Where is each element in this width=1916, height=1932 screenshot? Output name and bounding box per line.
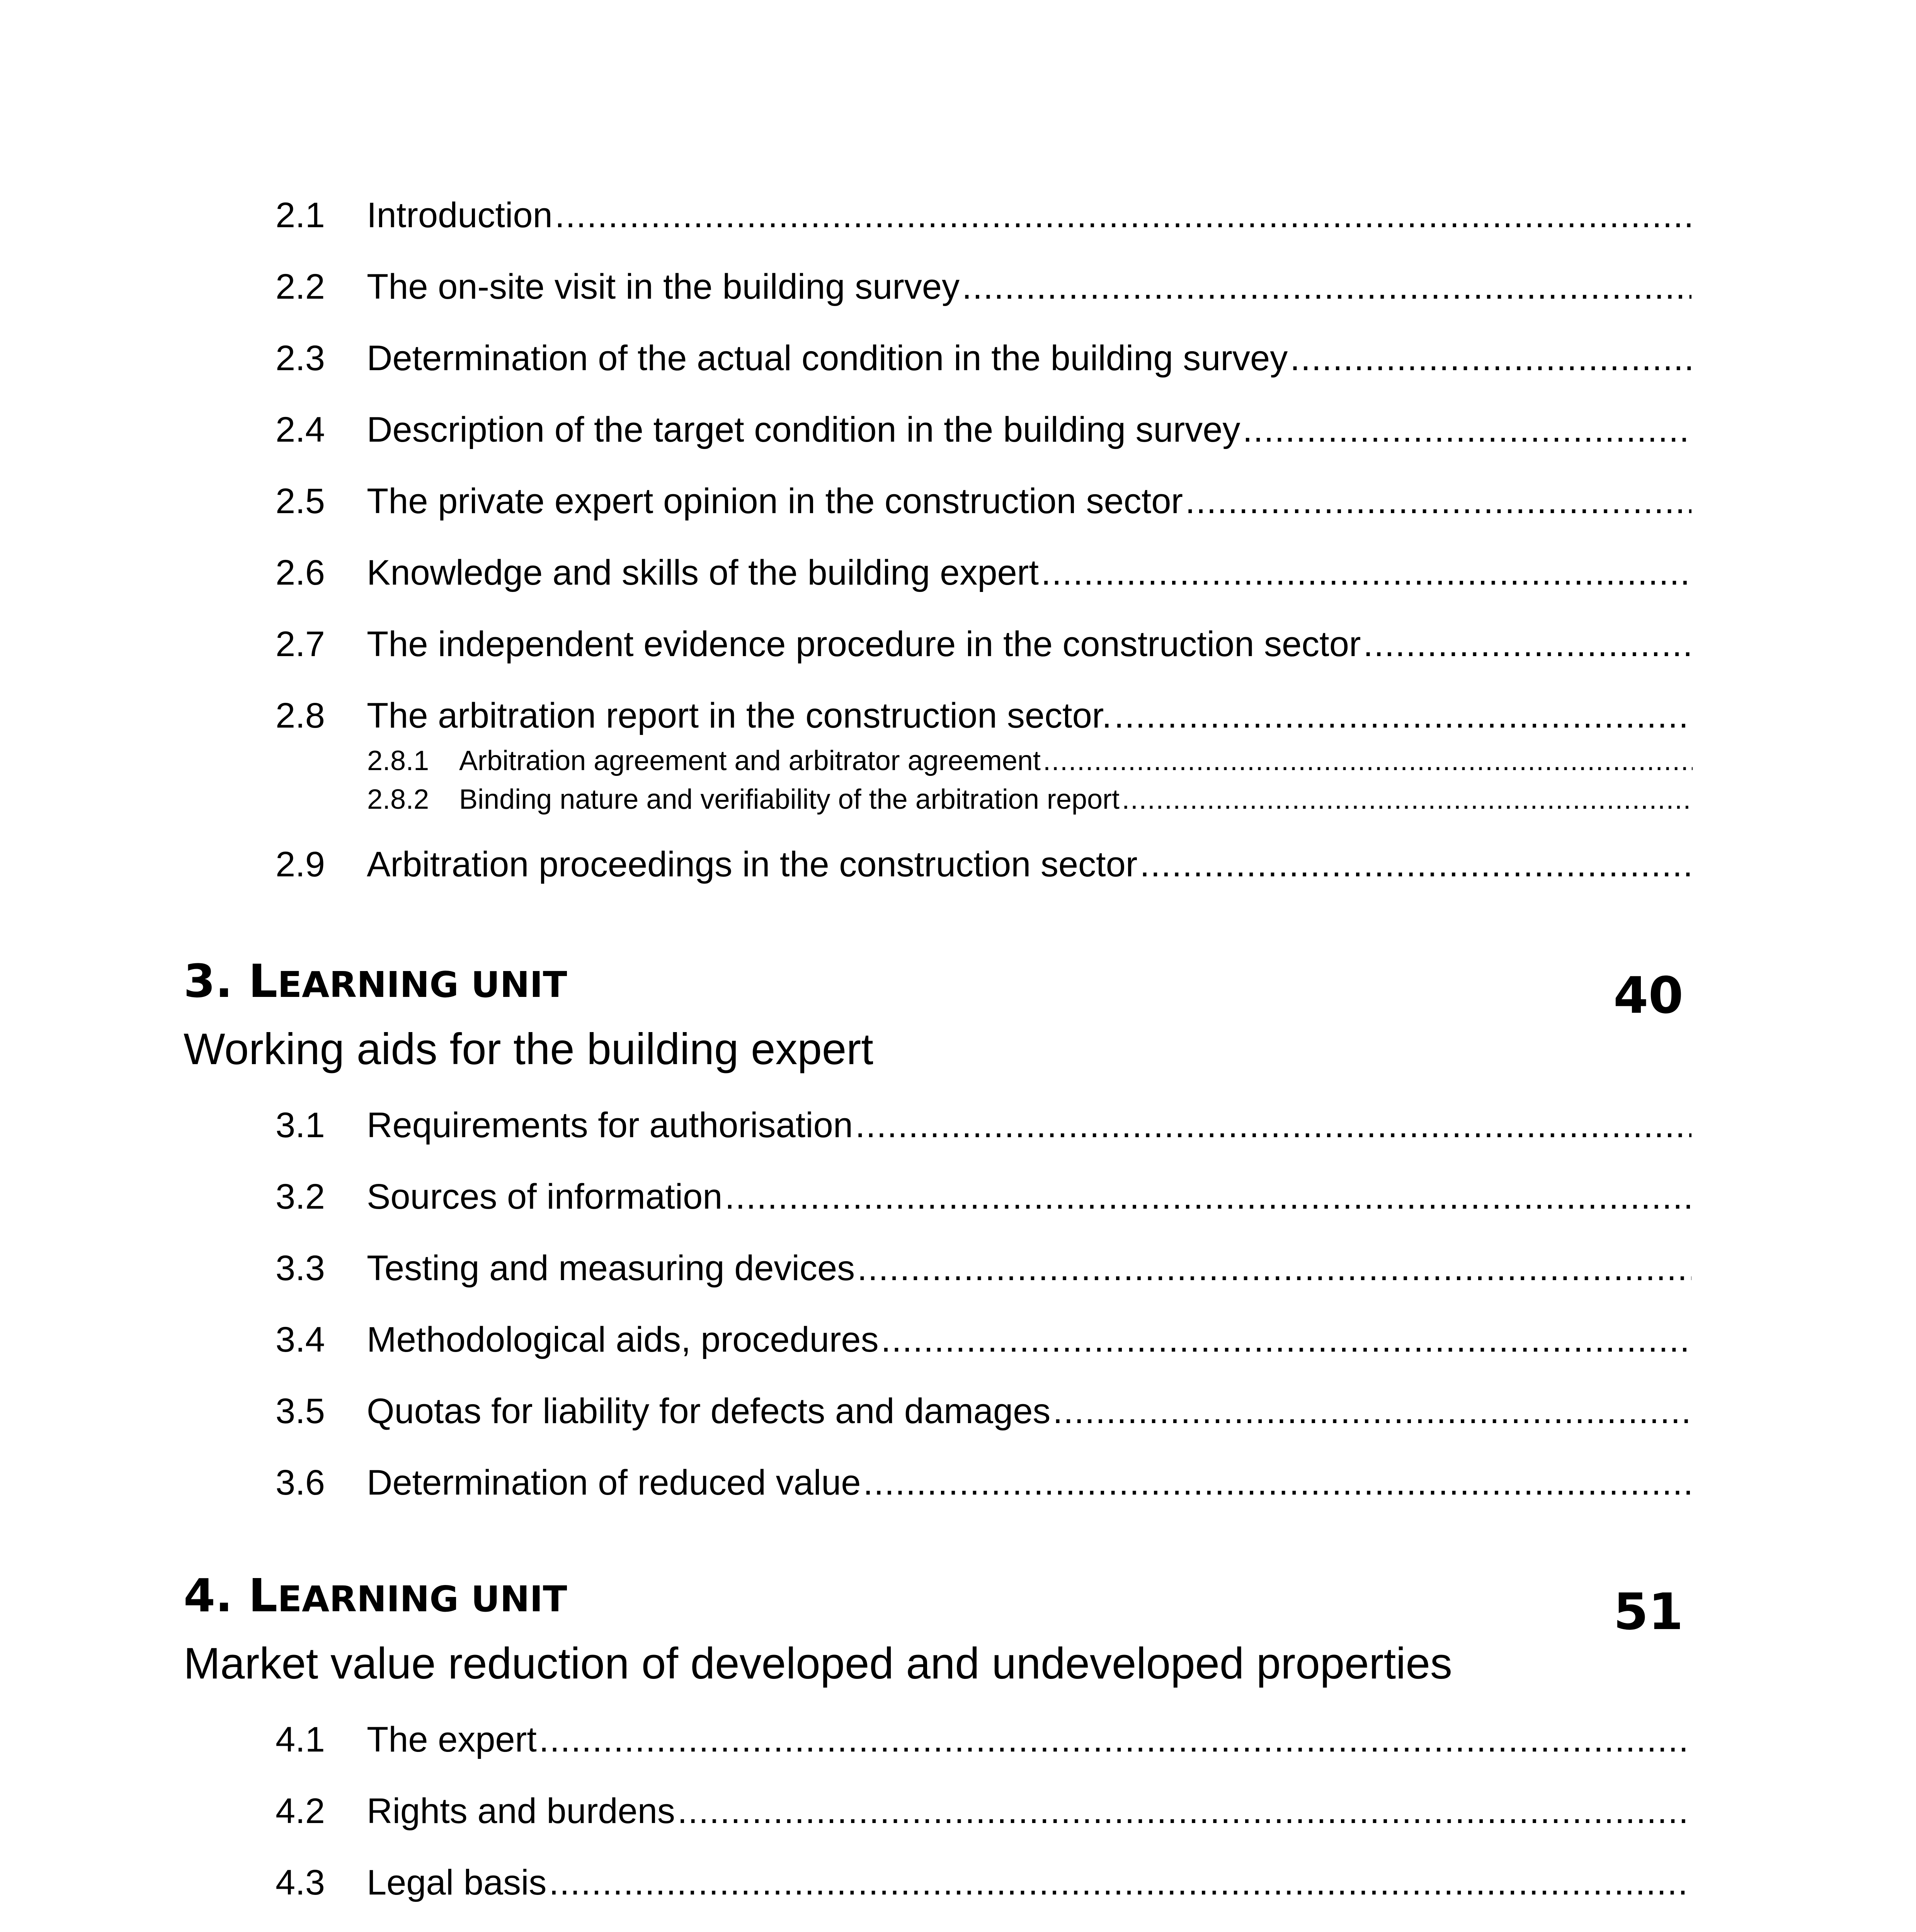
section-number: 2.4: [276, 410, 325, 449]
section-title: The expert: [367, 1720, 537, 1759]
unit-4-subtitle: Market value reduction of developed and undeveloped properties: [184, 1639, 1452, 1688]
toc-entry[interactable]: [276, 1463, 1691, 1511]
toc-entry[interactable]: [276, 1862, 1691, 1911]
section-number: 2.3: [276, 338, 325, 378]
section-number: 3.5: [276, 1391, 325, 1431]
dot-leader: [539, 1719, 1691, 1760]
toc-entry[interactable]: [276, 1791, 1691, 1839]
section-title: Knowledge and skills of the building expert: [367, 553, 1039, 592]
dot-leader: [1185, 481, 1691, 522]
section-number: 3.3: [276, 1248, 325, 1288]
dot-leader: [1114, 696, 1691, 736]
section-title: The arbitration report in the construction sector.: [367, 696, 1112, 735]
section-title: Arbitration agreement and arbitrator agreement: [459, 745, 1041, 776]
toc-entry[interactable]: [276, 1105, 1691, 1153]
dot-leader: [962, 267, 1691, 307]
dot-leader: [677, 1791, 1691, 1832]
section-number: 3.1: [276, 1105, 325, 1145]
section-title: Arbitration proceedings in the construction sector: [367, 845, 1138, 884]
section-title: The independent evidence procedure in the construction sector: [367, 624, 1361, 664]
toc-entry[interactable]: [276, 1719, 1691, 1768]
toc-entry[interactable]: [276, 696, 1691, 744]
dot-leader: [857, 1248, 1691, 1289]
unit-3-subtitle: Working aids for the building expert: [184, 1025, 873, 1074]
unit-4-heading: [184, 1569, 567, 1622]
section-number: 2.7: [276, 624, 325, 664]
toc-subentry[interactable]: [367, 745, 1693, 782]
dot-leader: [855, 1105, 1691, 1146]
toc-entry[interactable]: [276, 481, 1691, 529]
section-title: Description of the target condition in the building survey: [367, 410, 1240, 449]
section-title: Sources of information: [367, 1177, 723, 1216]
unit-number: 4. L: [184, 1569, 278, 1622]
section-number: 4.2: [276, 1791, 325, 1831]
dot-leader: [549, 1862, 1691, 1903]
dot-leader: [1041, 553, 1691, 593]
toc-entry[interactable]: [276, 1391, 1691, 1439]
section-title: Legal basis: [367, 1863, 547, 1902]
section-number: 2.1: [276, 196, 325, 235]
section-title: Binding nature and verifiability of the arbitration report: [459, 784, 1120, 815]
section-title: Introduction: [367, 196, 553, 235]
section-title: The private expert opinion in the construction sector: [367, 481, 1183, 521]
dot-leader: [1140, 844, 1691, 885]
section-number: 2.8.1: [367, 745, 429, 776]
section-number: 3.6: [276, 1463, 325, 1502]
toc-entry[interactable]: [276, 624, 1691, 672]
section-number: 2.5: [276, 481, 325, 521]
dot-leader: [725, 1177, 1691, 1217]
dot-leader: [881, 1320, 1691, 1360]
toc-entry[interactable]: [276, 553, 1691, 601]
toc-entry[interactable]: [276, 195, 1691, 243]
unit-label: EARNING UNIT: [277, 964, 567, 1005]
toc-entry[interactable]: [276, 844, 1691, 893]
section-number: 3.2: [276, 1177, 325, 1216]
unit-label: EARNING UNIT: [277, 1578, 567, 1620]
dot-leader: [1242, 410, 1691, 450]
section-title: Determination of the actual condition in the building survey: [367, 338, 1288, 378]
section-number: 2.9: [276, 845, 325, 884]
section-number: 2.2: [276, 267, 325, 306]
dot-leader: [1053, 1391, 1691, 1432]
section-title: Methodological aids, procedures: [367, 1320, 879, 1359]
toc-entry[interactable]: [276, 1177, 1691, 1225]
section-title: Requirements for authorisation: [367, 1105, 853, 1145]
section-number: 2.8: [276, 696, 325, 735]
dot-leader: [1290, 338, 1691, 379]
section-title: Rights and burdens: [367, 1791, 675, 1831]
section-title: The on-site visit in the building survey: [367, 267, 960, 306]
section-title: Quotas for liability for defects and damages: [367, 1391, 1051, 1431]
toc-entry[interactable]: [276, 1320, 1691, 1368]
section-number: 2.8.2: [367, 784, 429, 815]
unit-3-page-number: 40: [1613, 966, 1683, 1025]
section-number: 2.6: [276, 553, 325, 592]
toc-entry[interactable]: [276, 267, 1691, 315]
toc-entry[interactable]: [276, 1248, 1691, 1296]
dot-leader: [863, 1463, 1691, 1503]
dot-leader: [555, 195, 1691, 236]
dot-leader: [1043, 745, 1693, 777]
dot-leader: [1122, 784, 1693, 815]
unit-4-page-number: 51: [1613, 1582, 1683, 1641]
section-number: 4.1: [276, 1720, 325, 1759]
section-number: 4.3: [276, 1863, 325, 1902]
toc-entry[interactable]: [276, 410, 1691, 458]
section-title: Determination of reduced value: [367, 1463, 861, 1502]
dot-leader: [1363, 624, 1691, 665]
section-title: Testing and measuring devices: [367, 1248, 855, 1288]
unit-3-heading: [184, 954, 567, 1008]
toc-entry[interactable]: [276, 338, 1691, 386]
section-number: 3.4: [276, 1320, 325, 1359]
unit-number: 3. L: [184, 954, 278, 1008]
toc-subentry[interactable]: [367, 784, 1693, 821]
